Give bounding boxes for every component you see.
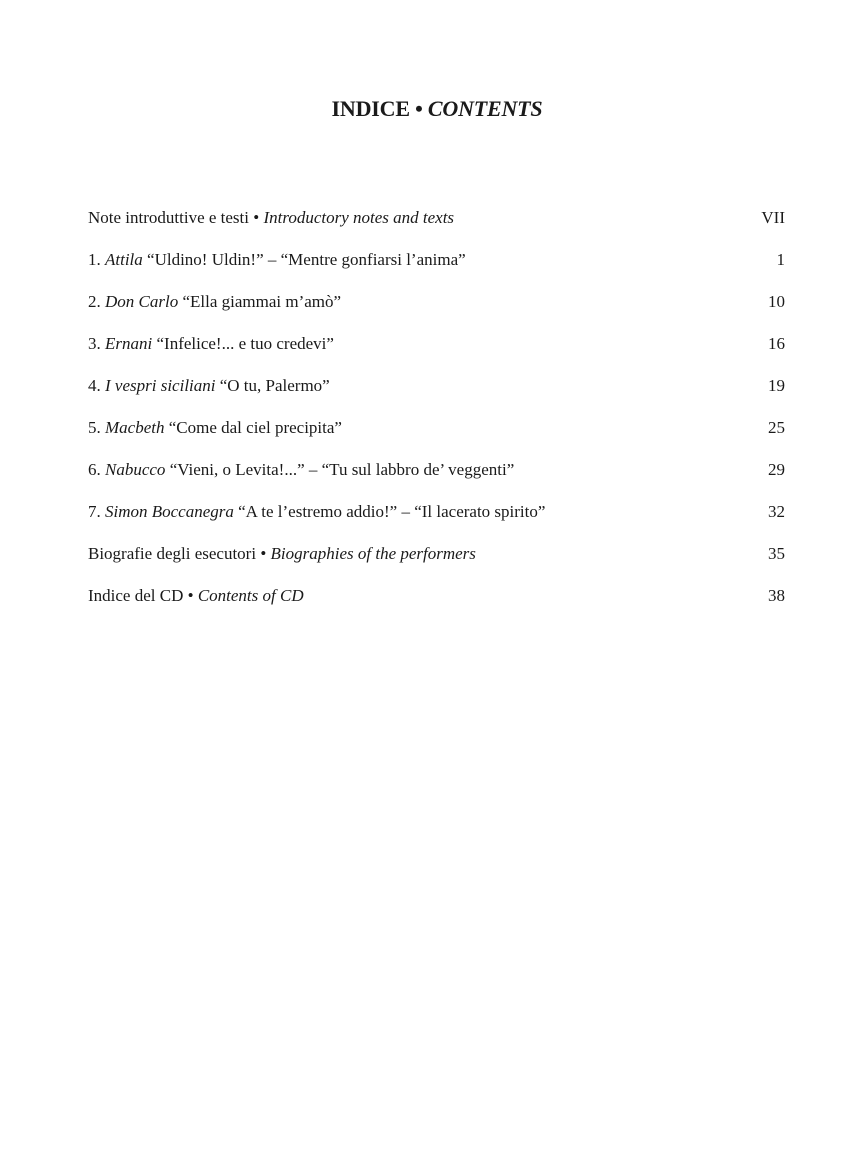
toc-entry-italic: Nabucco bbox=[105, 460, 166, 479]
toc-entry bbox=[88, 288, 785, 330]
toc-entry-rest: “Come dal ciel precipita” bbox=[164, 418, 342, 437]
toc-page-number: 19 bbox=[768, 376, 785, 395]
title-english: CONTENTS bbox=[427, 96, 543, 121]
toc-entry bbox=[88, 540, 785, 582]
toc-entry bbox=[88, 330, 785, 372]
toc-page-number: 29 bbox=[768, 460, 785, 479]
toc-entry-italic: Ernani bbox=[105, 334, 153, 353]
toc-entry-rest: “Ella giammai m’amò” bbox=[178, 292, 342, 311]
toc-entry-italic: Don Carlo bbox=[105, 292, 179, 311]
toc-entry-title bbox=[88, 414, 342, 442]
toc-entry-prefix: Biografie degli esecutori bbox=[88, 544, 257, 563]
toc-entry-separator: • bbox=[183, 586, 198, 605]
toc-entry-title bbox=[88, 288, 341, 316]
toc-entry-rest: “Vieni, o Levita!...” – “Tu sul labbro de’ veggenti” bbox=[165, 460, 515, 479]
title-italian: INDICE bbox=[331, 96, 410, 121]
toc-entry bbox=[88, 498, 785, 540]
toc-entry bbox=[88, 372, 785, 414]
toc-page-number: 25 bbox=[768, 418, 785, 437]
page-title bbox=[0, 96, 864, 122]
toc-entry-prefix: 7. bbox=[88, 502, 105, 521]
toc-entry bbox=[88, 456, 785, 498]
toc-entry-title bbox=[88, 498, 545, 526]
toc-entry-rest: “Infelice!... e tuo credevi” bbox=[152, 334, 334, 353]
toc-entry-italic: Attila bbox=[105, 250, 143, 269]
toc-page-number: 1 bbox=[776, 250, 785, 269]
toc-page-number: 32 bbox=[768, 502, 785, 521]
toc-entry bbox=[88, 204, 785, 246]
title-separator: • bbox=[409, 96, 428, 121]
toc-entry-prefix: 3. bbox=[88, 334, 105, 353]
toc-entry-title bbox=[88, 330, 334, 358]
toc-entry-title bbox=[88, 582, 304, 610]
toc-page-number: 16 bbox=[768, 334, 785, 353]
toc-entry-separator: • bbox=[249, 208, 264, 227]
toc-entry bbox=[88, 246, 785, 288]
toc-entry-title bbox=[88, 204, 454, 232]
toc-entry-italic: Macbeth bbox=[105, 418, 165, 437]
toc-entry-separator: • bbox=[256, 544, 271, 563]
toc-entry-italic: Contents of CD bbox=[197, 586, 304, 605]
toc-entry-rest: “O tu, Palermo” bbox=[215, 376, 330, 395]
toc-entry-title bbox=[88, 372, 330, 400]
toc-entry-italic: Simon Boccanegra bbox=[105, 502, 234, 521]
toc-entry-italic: I vespri siciliani bbox=[105, 376, 216, 395]
toc-entry bbox=[88, 414, 785, 456]
toc-entry-prefix: Indice del CD bbox=[88, 586, 184, 605]
toc-entry-italic: Introductory notes and texts bbox=[263, 208, 455, 227]
toc-entry-prefix: 5. bbox=[88, 418, 105, 437]
toc-page-number: 38 bbox=[768, 586, 785, 605]
toc-entry-prefix: 6. bbox=[88, 460, 105, 479]
table-of-contents bbox=[88, 204, 785, 624]
toc-page-number: 10 bbox=[768, 292, 785, 311]
toc-page-number: VII bbox=[761, 208, 785, 227]
toc-page-number: 35 bbox=[768, 544, 785, 563]
toc-entry bbox=[88, 582, 785, 624]
toc-entry-title bbox=[88, 456, 514, 484]
toc-entry-title bbox=[88, 540, 476, 568]
toc-entry-italic: Biographies of the performers bbox=[270, 544, 476, 563]
toc-entry-prefix: 1. bbox=[88, 250, 105, 269]
toc-entry-rest: “A te l’estremo addio!” – “Il lacerato spirito” bbox=[233, 502, 546, 521]
toc-entry-prefix: Note introduttive e testi bbox=[88, 208, 249, 227]
toc-entry-rest: “Uldino! Uldin!” – “Mentre gonfiarsi l’anima” bbox=[142, 250, 466, 269]
toc-entry-prefix: 2. bbox=[88, 292, 105, 311]
toc-entry-title bbox=[88, 246, 466, 274]
toc-entry-prefix: 4. bbox=[88, 376, 105, 395]
